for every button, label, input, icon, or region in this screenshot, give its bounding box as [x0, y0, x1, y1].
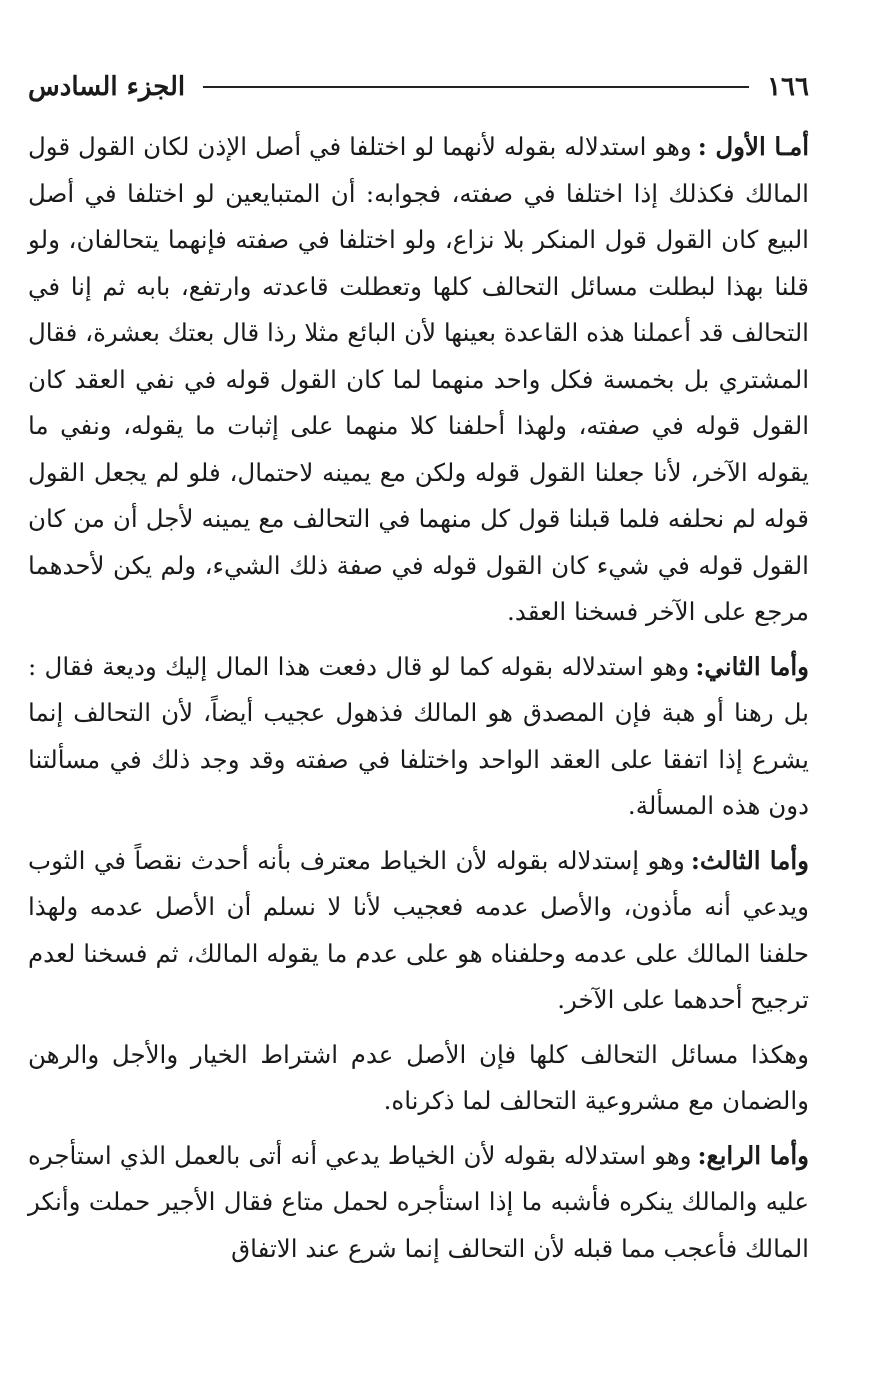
paragraph-text: وهو إستدلاله بقوله لأن الخياط معترف بأنه أحدث نقصاً في الثوب ويدعي أنه مأذون، والأصل عدمه فعجيب لأنا لا نسلم أن الأصل عدمه ولهذا حلفنا المالك على عدمه وحلفناه هو على عدم ما يقوله المالك، ثم فسخنا لعدم ترجيح أحدهما على الآخر. [28, 845, 809, 1014]
paragraph-text: وهكذا مسائل التحالف كلها فإن الأصل عدم اشتراط الخيار والأجل والرهن والضمان مع مشروعية التحالف لما ذكرناه. [28, 1039, 809, 1115]
page-body [28, 124, 809, 1272]
paragraph-lead: وأما الثاني: [695, 651, 809, 681]
paragraph-text: وهو استدلاله بقوله لأنهما لو اختلفا في أصل الإذن لكان القول قول المالك فكذلك إذا اختلفا في صفته، فجوابه: أن المتبايعين لو اختلفا في أصل البيع كان القول قول المنكر بلا نزاع، ولو اختلفا في صفته فإنهما يتحالفان، ولو قلنا بهذا لبطلت مسائل التحالف كلها وتعطلت قاعدته وارتفع، بابه ثم إنا في التحالف قد أعملنا هذه القاعدة بعينها لأن البائع مثلا رذا قال بعتك بعشرة، فقال المشتري بل بخمسة فكل واحد منهما لما كان القول قوله في نفي العقد كان القول قوله في صفته، ولهذا أحلفنا كلا منهما على إثبات ما يقوله، ونفي ما يقوله الآخر، لأنا جعلنا القول قوله ولكن مع يمينه لاحتمال، فلو لم يجعل القول قوله لم نحلفه فلما قبلنا قول كل منهما في التحالف مع يمينه لأجل أن من كان القول قوله في شيء كان القول قوله في صفة ذلك الشيء، ولم يكن لأحدهما مرجع على الآخر فسخنا العقد. [28, 132, 809, 626]
paragraph-fourth [28, 1133, 809, 1273]
page-header [28, 62, 809, 112]
paragraph-text: وهو استدلاله بقوله كما لو قال دفعت هذا المال إليك وديعة فقال : بل رهنا أو هبة فإن المصدق هو المالك فذهول عجيب أيضاً، لأن التحالف إنما يشرع إذا اتفقا على العقد الواحد واختلفا في صفته وقد وجد ذلك في مسألتنا دون هذه المسألة. [28, 651, 809, 820]
paragraph-lead: أمـا الأول : [697, 132, 809, 161]
paragraph-lead: وأما الرابع: [697, 1140, 809, 1170]
paragraph-third [28, 838, 809, 1024]
page-number: ١٦٦ [767, 72, 809, 102]
paragraph-lead: وأما الثالث: [690, 845, 810, 875]
paragraph-first [28, 124, 809, 636]
header-rule [203, 86, 749, 88]
paragraph-second [28, 644, 809, 830]
paragraph-text: وهو استدلاله بقوله لأن الخياط يدعي أنه أتى بالعمل الذي استأجره عليه والمالك ينكره فأشبه ما إذا استأجره لحمل متاع فقال الأجير حملت وأنكر المالك فأعجب مما قبله لأن التحالف إنما شرع عند الاتفاق [28, 1140, 809, 1263]
running-title: الجزء السادس [28, 72, 186, 102]
paragraph-summary [28, 1032, 809, 1125]
